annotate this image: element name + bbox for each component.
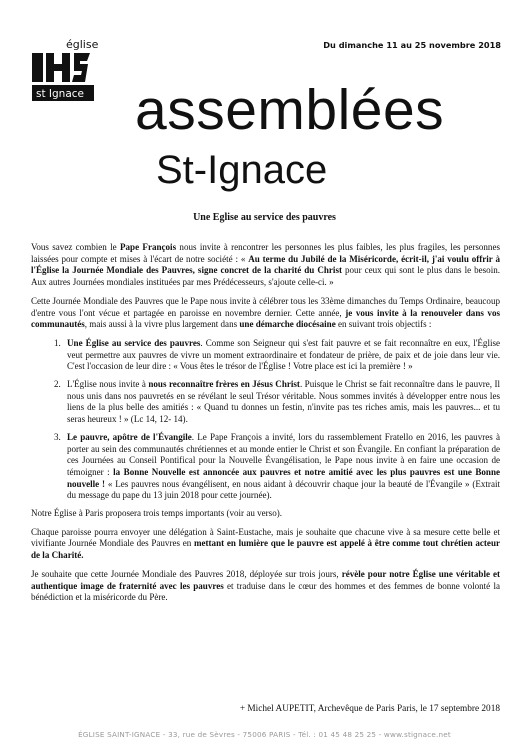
paragraph-3: Notre Église à Paris proposera trois temps importants (voir au verso).	[31, 508, 282, 519]
logo-word-bottom: st Ignace	[36, 88, 85, 100]
text-run: nous invite à rencontrer les personnes les plus faibles, les plus fragiles, les personnes laissées pour compte et mises à l'écart de notre société : «	[31, 242, 500, 264]
text-run: et traduise dans le cœur des hommes et des femmes de bonne volonté la bénédiction et la miséricorde du Père.	[31, 580, 500, 603]
logo-word-top: église	[66, 38, 99, 51]
text-run-bold: la Bonne Nouvelle est annoncée aux pauvres et notre amitié avec les plus pauvres est une Bonne nouvelle !	[67, 466, 501, 489]
article-heading: Une Eglise au service des pauvres	[193, 212, 336, 223]
text-run: Cette Journée Mondiale des Pauvres que le Pape nous invite à célébrer tous les 33ème dimanches du Temps Ordinaire, beaucoup d'entre vous l'ont vécue et partagée en paroisse en novembre dernier. Cette année,	[31, 295, 500, 318]
text-run-bold: nous reconnaître frères en Jésus Christ	[148, 379, 300, 390]
article-body	[31, 242, 500, 611]
text-run: en suivant trois objectifs :	[335, 319, 432, 330]
text-run-bold: je vous invite à la renouveler dans vos communautés	[31, 307, 500, 330]
text-run: . Le Pape François a invité, lors du rassemblement Fratello en 2016, les pauvres à porter au sein des communautés chrétiennes et au monde entier le Christ et son Évangile. En confiant la préparation de ces Journées au Conseil Pontifical pour la Nouvelle Évangélisation, le Pape nous invite à en faire une occasion de témoigner :	[67, 431, 500, 477]
text-run-bold: Une Église au service des pauvres	[67, 337, 201, 348]
objective-item-3	[63, 432, 500, 502]
paragraph-1	[31, 242, 500, 289]
objectives-list	[31, 338, 500, 502]
text-run-bold: Au terme du Jubilé de la Miséricorde, écrit-il, j'ai voulu offrir à l'Église la Journée Mondiale des Pauvres, signe concret de la charité du Christ	[31, 253, 501, 276]
text-run-bold: Le pauvre, apôtre de l'Évangile	[67, 431, 192, 442]
text-run-bold: Pape François	[120, 242, 177, 252]
footer-address: ÉGLISE SAINT-IGNACE - 33, rue de Sèvres - 75006 PARIS - Tél. : 01 45 48 25 25 - www.stignace.net	[78, 730, 451, 739]
text-run: Vous savez combien le	[31, 242, 120, 252]
text-run-bold: révèle pour notre Église une véritable et authentique image de fraternité avec les pauvres	[31, 568, 500, 591]
text-run-bold: une démarche diocésaine	[239, 319, 336, 330]
text-run-bold: mettant en lumière que le pauvre est appelé à être comme tout chrétien acteur de la Charité.	[31, 538, 500, 561]
text-run: pour ceux qui sont le plus dans le besoin. Aux autres Journées mondiales instituées par mes Prédécesseurs, s'ajoute celle-ci. »	[31, 265, 501, 288]
objective-item-2	[63, 379, 500, 426]
text-run: . Puisque le Christ se fait reconnaître dans le pauvre, Il nous unis dans nos pauvretés en se révélant le seul Trésor véritable. Nous sommes invités à développer entre nous les liens de la plus belle des amitiés : « Quand tu donnes un festin, n'invite pas tes riches amis, mais les pauvres... et tu seras heureux ! » (Lc 14, 12- 14).	[67, 379, 501, 425]
newsletter-subtitle: St-Ignace	[156, 148, 328, 192]
issue-date: Du dimanche 11 au 25 novembre 2018	[323, 40, 501, 50]
text-run: L'Église nous invite à	[67, 379, 149, 390]
text-run: Chaque paroisse pourra envoyer une délégation à Saint-Eustache, mais je souhaite que chacune vive à sa mesure cette belle et vivifiante Journée Mondiale des Pauvres en	[31, 526, 500, 549]
newsletter-title: assemblées	[135, 78, 445, 142]
signature: + Michel AUPETIT, Archevêque de Paris Paris, le 17 septembre 2018	[239, 704, 500, 714]
text-run: . Comme son Seigneur qui s'est fait pauvre et se fait reconnaître en eux, l'Église veut permettre aux pauvres de vivre un moment extraordinaire et fondateur de prière, de paix et de joie dans leur vie. C'est l'occasion de leur dire : « Vous êtes le trésor de l'Église ! Votre place est ici la première ! »	[67, 337, 501, 372]
paragraph-4	[31, 527, 500, 562]
text-run: , mais aussi à la vivre plus largement dans	[84, 319, 240, 330]
paragraph-2	[31, 296, 500, 331]
objective-item-1	[63, 338, 500, 373]
text-run: Je souhaite que cette Journée Mondiale des Pauvres 2018, déployée sur trois jours,	[31, 568, 342, 579]
text-run: « Les pauvres nous évangélisent, en nous aidant à découvrir chaque jour la beauté de l'Évangile » (Extrait du message du pape du 13 juin 2018 pour cette journée).	[67, 478, 500, 501]
paragraph-5	[31, 569, 500, 604]
st-ignace-logo	[32, 37, 99, 103]
